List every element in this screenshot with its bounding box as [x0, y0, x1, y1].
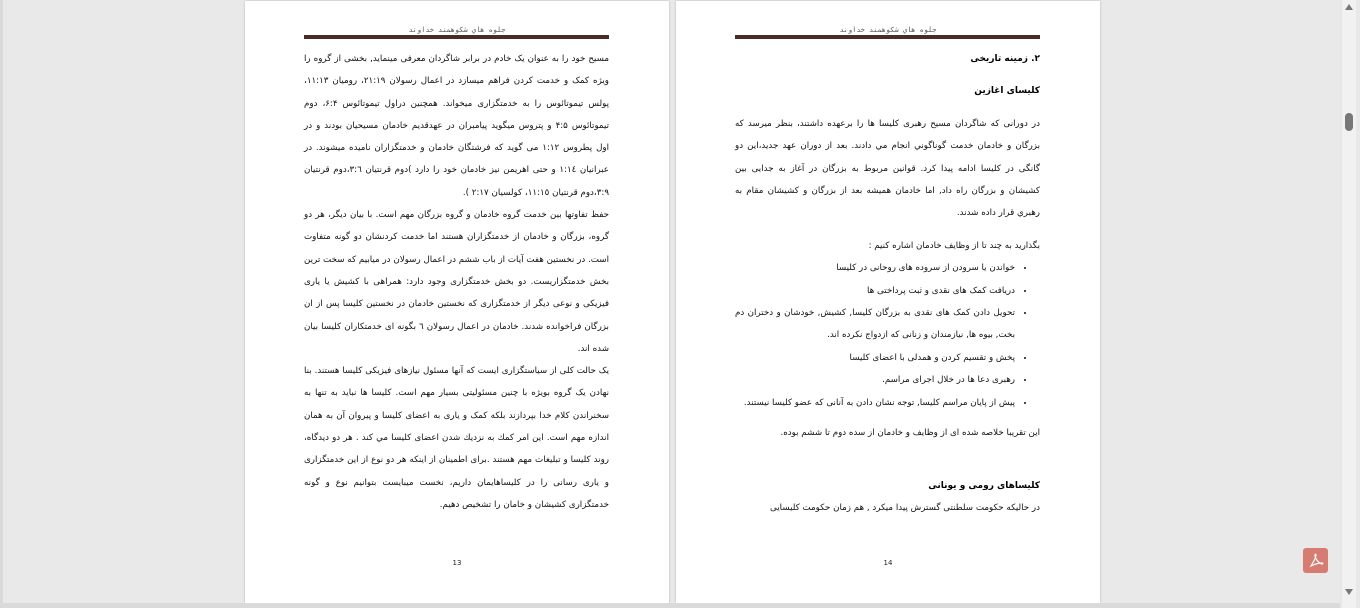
list-item: • پخش و تقسیم کردن و همدلی با اعضای کلیسا	[735, 347, 1015, 369]
list-item: • تحویل دادن کمک های نقدی به بزرگان کلیسا, کشیش, خودشان و دختران دم بخت, بیوه ها, نیازمندان و زنانی که ازدواج نکرده اند.	[735, 302, 1015, 347]
page-body	[304, 48, 609, 516]
paragraph: یک حالت کلی از سیاستگزاری ایست که آنها مسئول نیازهای فیزیکی کلیسا هستند. بنا نهادن یک گروه بویژه با چنین مسئولیتی بسیار مهم است. کلیسا ها نباید به تنها به سخنراندن کلام خدا بپردازند بلکه کمک و یاری به اعضای کلیسا و پیروان آن به همان اندازه مهم است. این امر كمك به نزديك شدن اعضای كليسا مي كند . هر دو دیدگاه، روند کلیسا و تبلیغات مهم هستند .برای اطمینان از اینکه هر دو نوع از این خدمتگزاری و یاری رسانی را در کلیساهایمان داریم، نخست میبایست بتوانیم نوع و گونه خدمتگزاری کشیشان و خامان را تشخیص دهیم.	[304, 366, 609, 510]
list-item: • رهبری دعا ها در خلال اجرای مراسم.	[735, 369, 1015, 391]
paragraph: در دورانی که شاگردان مسیح رهبری کلیسا ها را برعهده داشتند، بنظر میرسد که بزرگان و خادمان خدمت گوناگوني انجام مي دادند. بعد از دوران عهد جدید،این دو گانگی در کلیسا ادامه پیدا کرد. قوانین مربوط به بزرگان در آغاز به جدایی بین کشیشان و بزرگان راه داد, اما خادمان همیشه بعد از بزرگان و کشیشان مقام به رهبري قرار داده شدند.	[735, 118, 1040, 219]
header-rule	[304, 35, 609, 39]
list-item: • پیش از پایان مراسم کلیسا, توجه نشان دادن به آنانی که عضو کلیسا نیستند.	[735, 392, 1015, 414]
page-14	[676, 1, 1100, 603]
paragraph: در حالیکه حکومت سلطنتی گسترش پیدا میکرد , هم زمان حکومت کلیسایی	[770, 502, 1040, 513]
section-heading: ۲. زمینه تاریخی	[970, 54, 1040, 64]
acrobat-icon[interactable]	[1303, 548, 1328, 573]
list-item: • دریافت کمک های نقدی و ثبت پرداختی ها	[735, 280, 1015, 302]
scroll-down-arrow-icon[interactable]	[1345, 589, 1353, 595]
running-head: جلوه هاي شكوهمند خداوند	[839, 26, 937, 34]
running-head: جلوه هاي شكوهمند خداوند	[408, 26, 506, 34]
duties-list	[735, 257, 1040, 414]
header-rule	[735, 35, 1040, 39]
page-13	[245, 1, 669, 603]
list-item: • خواندن یا سرودن از سروده های روحانی در کلیسا	[735, 257, 1015, 279]
subheading: کلیساهای رومی و یونانی	[928, 480, 1040, 491]
page-number: 13	[452, 559, 462, 567]
paragraph: مسیح خود را به عنوان یک خادم در برابر شاگردان معرفی مینماید, بخشی از گروه را ویژه کمک و خدمت کردن فراهم میسازد در اعمال رسولان ۲۱:۱۹، رومیان ۱۱:۱۳، پولس تیموتائوس را به خدمتگزاری میخواند. همچنین دراول تیموتائوس ۶:۴، دوم تیموتائوس ۴:۵ و پتروس میگوید پیامبران در عهدقدیم خادمان مسیحیان بودند و در اول پطروس ۱:۱۲ می گوید که فرشتگان خادمان و خدمتگزاران نامیده میشوند. در عبرانیان ۱:۱٤ و حتی اهریمن نیز خادمان خود را دارد )دوم قرنتیان ۳:٦،دوم قرنتیان ۳:۹،دوم قرنتیان ۱۱:۱٥، کولسیان ۲:۱۷ ).	[304, 54, 609, 198]
vertical-scrollbar[interactable]	[1342, 0, 1356, 608]
list-intro: بگذارید به چند تا از وظایف خادمان اشاره کنیم :	[868, 240, 1040, 251]
scroll-thumb[interactable]	[1345, 113, 1353, 131]
paragraph: این تقریبا خلاصه شده ای از وظایف و خادمان از سده دوم تا ششم بوده.	[780, 428, 1040, 439]
scroll-up-arrow-icon[interactable]	[1345, 4, 1353, 10]
subheading: کلیسای اغازین	[974, 86, 1040, 97]
page-number: 14	[883, 559, 893, 567]
viewer-bottom-edge	[0, 603, 1340, 608]
viewer-left-edge	[0, 0, 3, 608]
paragraph: حفظ تفاوتها بین خدمت گروه خادمان و گروه بزرگان مهم است. با بیان دیگر، هر دو گروه، بزرگان و خادمان از خدمتگزاران هستند اما خدمت کردنشان دو گونه متفاوت است. در نخستین هفت آیات از باب ششم در اعمال رسولان در میابیم که سخت ترین بخش خدمتگزاریست. دو بخش خدمتگزاری وجود دارد: همراهی با کشیش یا یاری فیزیکی و نوعی دیگر از خدمتگزاری که نخستین خادمان در نخستین کلیسا پس از ان بزرگان فراخوانده شدند. خادمان در اعمال رسولان ٦ بگونه ای خدمتکاران کلیسا بیان شده اند.	[304, 210, 609, 354]
page-body	[735, 48, 1040, 519]
